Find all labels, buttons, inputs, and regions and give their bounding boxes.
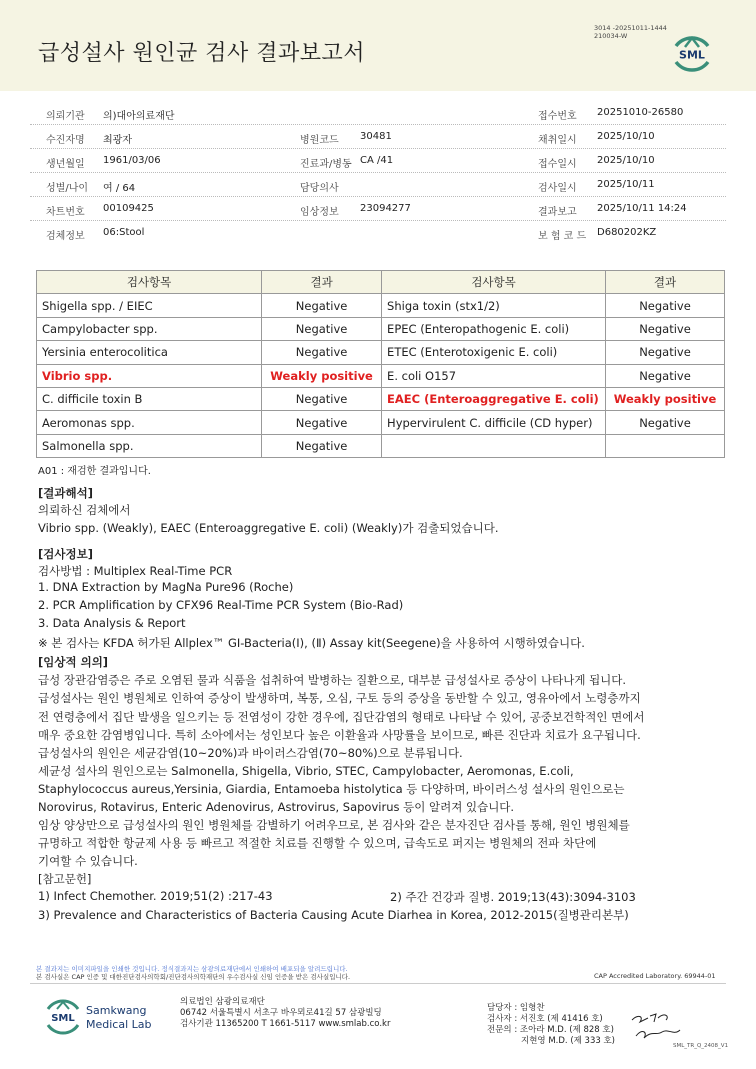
results-header-row (37, 271, 725, 294)
receipt-date-label: 접수일시 (538, 159, 577, 170)
receipt-date-value: 2025/10/10 (597, 155, 655, 166)
header-result-2: 결과 (606, 271, 725, 294)
staff-in-charge: 담당자 : 임형찬 (487, 1003, 545, 1013)
sex-age-label: 성별/나이 (46, 183, 89, 194)
org-name: 의료법인 삼광의료재단 (180, 997, 265, 1007)
clinical-line: 규명하고 적합한 항균제 사용 등 빠르고 적절한 치료를 진행할 수 있으며, 급속도로 퍼지는 병원체의 전파 차단에 (38, 836, 597, 850)
footer-logo-name1: Samkwang (86, 1004, 147, 1017)
footer-divider (30, 983, 726, 984)
test-date-value: 2025/10/11 (597, 179, 655, 190)
dept-value: CA /41 (360, 155, 394, 166)
test-result: Negative (606, 317, 725, 340)
footer-signatories (487, 1003, 615, 1047)
test-result: Negative (262, 411, 382, 434)
method-step1: 1. DNA Extraction by MagNa Pure96 (Roche) (38, 580, 294, 594)
test-result-positive: Weakly positive (606, 387, 725, 410)
reference-2: 2) 주간 건강과 질병. 2019;13(43):3094-3103 (390, 890, 636, 904)
patient-value: 최광자 (103, 135, 132, 146)
test-item: C. difficile toxin B (37, 387, 262, 410)
header-result-1: 결과 (262, 271, 382, 294)
document-code-line1: 3014 -20251011-1444 (594, 24, 667, 32)
specimen-label: 검체정보 (46, 231, 85, 242)
info-row-specimen (30, 221, 726, 245)
test-item-positive: EAEC (Enteroaggregative E. coli) (382, 387, 606, 410)
chart-no-value: 00109425 (103, 203, 154, 214)
test-item: Hypervirulent C. difficile (CD hyper) (382, 411, 606, 434)
signature-image (628, 1010, 684, 1044)
table-row (37, 434, 725, 457)
retest-note: A01 : 재검한 결과입니다. (38, 466, 151, 477)
receipt-no-label: 접수번호 (538, 111, 577, 122)
dept-label: 진료과/병동 (300, 159, 352, 170)
test-result: Negative (606, 411, 725, 434)
test-item (382, 434, 606, 457)
org-contact: 검사기관 11365200 T 1661-5117 www.smlab.co.kr (180, 1019, 391, 1029)
test-result: Negative (606, 294, 725, 317)
patient-label: 수진자명 (46, 135, 85, 146)
footer-logo-name2: Medical Lab (86, 1018, 152, 1031)
dob-label: 생년월일 (46, 159, 85, 170)
footer-logo-text: SML (51, 1013, 75, 1024)
report-date-label: 결과보고 (538, 207, 577, 218)
print-notice: 본 결과지는 이미지파일을 인쇄한 것입니다. 정식결과지는 삼광의료재단에서 인쇄하여 배포되을 알려드립니다. (36, 965, 348, 973)
hospital-code-value: 30481 (360, 131, 392, 142)
test-item: ETEC (Enterotoxigenic E. coli) (382, 341, 606, 364)
collect-date-label: 채취일시 (538, 135, 577, 146)
clinical-line: 전 연령층에서 집단 발생을 일으키는 등 전염성이 강한 경우에, 집단감염의 형태로 나타날 수 있어, 공중보건학적인 면에서 (38, 710, 645, 724)
test-result: Negative (262, 341, 382, 364)
info-row-patient (30, 125, 726, 149)
table-row (37, 294, 725, 317)
kit-note: ※ 본 검사는 KFDA 허가된 Allplex™ GI-Bacteria(Ⅰ), (Ⅱ) Assay kit(Seegene)을 사용하여 시행하였습니다. (38, 636, 585, 650)
chart-no-label: 차트번호 (46, 207, 85, 218)
clinical-line: 급성설사의 원인은 세균감염(10~20%)과 바이러스감염(70~80%)으로 분류됩니다. (38, 746, 463, 760)
clinical-line: 기여할 수 있습니다. (38, 854, 138, 868)
collect-date-value: 2025/10/10 (597, 131, 655, 142)
page-title: 급성설사 원인균 검사 결과보고서 (38, 41, 366, 66)
sml-logo-icon (670, 32, 714, 76)
test-result-positive: Weakly positive (262, 364, 382, 387)
clinical-significance-title: [임상적 의의] (38, 655, 109, 669)
table-row (37, 387, 725, 410)
info-row-sex-age (30, 173, 726, 197)
clinical-line: Norovirus, Rotavirus, Enteric Adenovirus, Astrovirus, Sapovirus 등이 알려져 있습니다. (38, 800, 515, 814)
insurance-code-value: D680202KZ (597, 227, 657, 238)
test-item: Campylobacter spp. (37, 317, 262, 340)
header-test-item-2: 검사항목 (382, 271, 606, 294)
interpretation-line1: 의뢰하신 검체에서 (38, 503, 131, 517)
form-code: SML_TR_Q_2408_V1 (673, 1043, 729, 1049)
test-result: Negative (262, 317, 382, 340)
report-date-value: 2025/10/11 14:24 (597, 203, 687, 214)
interpretation-line2: Vibrio spp. (Weakly), EAEC (Enteroaggregative E. coli) (Weakly)가 검출되었습니다. (38, 521, 499, 535)
doctor-label: 담당의사 (300, 183, 339, 194)
test-item: EPEC (Enteropathogenic E. coli) (382, 317, 606, 340)
test-item: Salmonella spp. (37, 434, 262, 457)
test-item: E. coli O157 (382, 364, 606, 387)
receipt-no-value: 20251010-26580 (597, 107, 684, 118)
interpretation-title: [결과해석] (38, 486, 93, 500)
clinical-info-value: 23094277 (360, 203, 411, 214)
sml-logo-text: SML (679, 48, 705, 62)
examiner: 검사자 : 서진호 (제 41416 호) (487, 1014, 603, 1024)
test-result: Negative (606, 364, 725, 387)
info-row-dob (30, 149, 726, 173)
specimen-value: 06:Stool (103, 227, 145, 238)
test-result: Negative (606, 341, 725, 364)
clinical-info-label: 임상정보 (300, 207, 339, 218)
test-item: Aeromonas spp. (37, 411, 262, 434)
accreditation-notice: 본 검사실은 CAP 인증 및 대한진단검사의학회/진단검사의학재단의 우수검사실 신임 인증을 받은 검사실입니다. (36, 973, 351, 981)
results-table (36, 270, 725, 458)
hospital-code-label: 병원코드 (300, 135, 339, 146)
table-row (37, 317, 725, 340)
table-row (37, 341, 725, 364)
test-info-title: [검사정보] (38, 547, 93, 561)
reference-3: 3) Prevalence and Characteristics of Bacteria Causing Acute Diarhea in Korea, 2012-2015(질병관리본부) (38, 908, 629, 922)
clinical-line: 급성설사는 원인 병원체로 인하여 증상이 발생하며, 복통, 오심, 구토 등의 증상을 동반할 수 있고, 영유아에서 노령층까지 (38, 691, 641, 705)
dob-value: 1961/03/06 (103, 155, 161, 166)
clinical-line: 임상 양상만으로 급성설사의 원인 병원체를 감별하기 어려우므로, 본 검사와 같은 분자진단 검사를 통해, 원인 병원체를 (38, 818, 630, 832)
test-method: 검사방법 : Multiplex Real-Time PCR (38, 564, 233, 578)
test-item: Yersinia enterocolitica (37, 341, 262, 364)
insurance-code-label: 보 험 코 드 (538, 231, 587, 242)
footer-logo (44, 997, 164, 1041)
test-date-label: 검사일시 (538, 183, 577, 194)
header-test-item-1: 검사항목 (37, 271, 262, 294)
test-item: Shigella spp. / EIEC (37, 294, 262, 317)
test-result: Negative (262, 387, 382, 410)
clinical-line: 급성 장관감염증은 주로 오염된 물과 식품을 섭취하여 발병하는 질환으로, 대부분 급성설사로 증상이 나타나게 됩니다. (38, 673, 627, 687)
reference-1: 1) Infect Chemother. 2019;51(2) :217-43 (38, 889, 273, 903)
method-step3: 3. Data Analysis & Report (38, 616, 186, 630)
org-address: 06742 서울특별시 서초구 바우뫼로41길 57 삼광빌딩 (180, 1008, 382, 1018)
sex-age-value: 여 / 64 (103, 183, 136, 194)
specialist-1: 전문의 : 조아라 M.D. (제 828 호) (487, 1025, 614, 1035)
sml-footer-logo-icon (44, 997, 164, 1037)
test-item: Shiga toxin (stx1/2) (382, 294, 606, 317)
info-row-chart (30, 197, 726, 221)
requester-label: 의뢰기관 (46, 111, 85, 122)
info-row-requester (30, 101, 726, 125)
test-item-positive: Vibrio spp. (37, 364, 262, 387)
test-result: Negative (262, 294, 382, 317)
clinical-line: 세균성 설사의 원인으로는 Salmonella, Shigella, Vibrio, STEC, Campylobacter, Aeromonas, E.coli, (38, 764, 574, 778)
requester-value: 의)대아의료재단 (103, 111, 175, 122)
test-result: Negative (262, 434, 382, 457)
document-code-line2: 210034-W (594, 32, 628, 40)
references-title: [참고문헌] (38, 872, 92, 886)
table-row (37, 364, 725, 387)
clinical-line: Staphylococcus aureus,Yersinia, Giardia, Entamoeba histolytica 등 다양하며, 바이러스성 설사의 원인으로는 (38, 782, 625, 796)
cap-accreditation: CAP Accredited Laboratory. 69944-01 (594, 972, 716, 980)
test-result (606, 434, 725, 457)
document-code (594, 24, 667, 40)
footer-address (180, 997, 390, 1030)
specialist-2: 지현영 M.D. (제 333 호) (521, 1036, 616, 1046)
table-row (37, 411, 725, 434)
method-step2: 2. PCR Amplification by CFX96 Real-Time PCR System (Bio-Rad) (38, 598, 404, 612)
clinical-line: 매우 중요한 감염병입니다. 특히 소아에서는 성인보다 높은 이환율과 사망률을 보이므로, 빠른 진단과 치료가 요구됩니다. (38, 728, 641, 742)
